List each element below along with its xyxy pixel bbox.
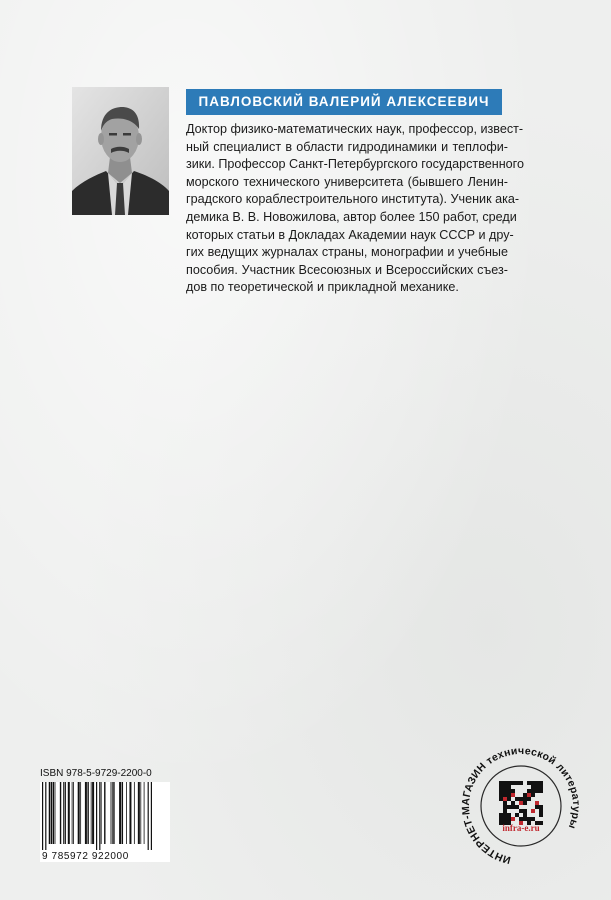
qr-cell bbox=[515, 813, 519, 817]
qr-cell bbox=[539, 785, 543, 789]
qr-cell bbox=[511, 793, 515, 797]
qr-cell bbox=[535, 805, 539, 809]
qr-cell bbox=[527, 797, 531, 801]
qr-cell bbox=[511, 789, 515, 793]
barcode-bar bbox=[42, 782, 43, 850]
qr-cell bbox=[539, 813, 543, 817]
barcode-bar bbox=[104, 782, 105, 844]
qr-cell bbox=[503, 781, 507, 785]
qr-cell bbox=[539, 781, 543, 785]
svg-text:ИНТЕРНЕТ-МАГАЗИН технической л bbox=[461, 745, 581, 866]
qr-cell bbox=[523, 809, 527, 813]
bio-line: пособия. Участник Всесоюзных и Всероссийских съез- bbox=[186, 262, 508, 277]
author-bio bbox=[186, 121, 524, 297]
barcode-bar bbox=[45, 782, 46, 850]
barcode-bar bbox=[140, 782, 141, 844]
qr-cell bbox=[499, 785, 503, 789]
bio-line: гих ведущих журналах страны, монографии и учебные bbox=[186, 245, 508, 260]
barcode-bar bbox=[119, 782, 121, 844]
shop-seal bbox=[461, 745, 581, 867]
qr-cell bbox=[511, 805, 515, 809]
qr-cell bbox=[531, 817, 535, 821]
qr-cell bbox=[523, 797, 527, 801]
qr-cell bbox=[531, 781, 535, 785]
qr-cell bbox=[515, 797, 519, 801]
barcode-bar bbox=[111, 782, 112, 844]
barcode-bar bbox=[134, 782, 135, 844]
barcode-bar bbox=[122, 782, 123, 844]
barcode-bar bbox=[126, 782, 127, 844]
barcode-bar bbox=[55, 782, 56, 844]
qr-cell bbox=[531, 785, 535, 789]
qr-cell bbox=[531, 793, 535, 797]
barcode-bar bbox=[80, 782, 81, 844]
bio-line: ный специалист в области гидродинамики и теплофи- bbox=[186, 139, 508, 154]
qr-cell bbox=[515, 805, 519, 809]
qr-cell bbox=[519, 809, 523, 813]
barcode-bar bbox=[91, 782, 92, 844]
barcode-bar bbox=[151, 782, 152, 850]
barcode-bar bbox=[144, 782, 145, 844]
qr-cell bbox=[519, 781, 523, 785]
bio-line: которых статьи в Докладах Академии наук СССР и дру- bbox=[186, 227, 514, 242]
qr-cell bbox=[535, 789, 539, 793]
qr-cell bbox=[507, 785, 511, 789]
qr-cell bbox=[523, 793, 527, 797]
qr-cell bbox=[507, 813, 511, 817]
qr-cell bbox=[503, 813, 507, 817]
qr-cell bbox=[527, 817, 531, 821]
qr-cell bbox=[503, 801, 507, 805]
qr-cell bbox=[507, 781, 511, 785]
qr-cell bbox=[499, 789, 503, 793]
shop-ring-text: ИНТЕРНЕТ-МАГАЗИН технической литературы bbox=[461, 745, 581, 866]
qr-cell bbox=[523, 801, 527, 805]
barcode-bar bbox=[53, 782, 54, 844]
bio-line: Доктор физико-математических наук, профессор, извест- bbox=[186, 122, 524, 136]
qr-cell bbox=[503, 793, 507, 797]
barcode-bar bbox=[73, 782, 74, 844]
bio-line: градского кораблестроительного института). Ученик ака- bbox=[186, 192, 520, 207]
qr-cell bbox=[523, 817, 527, 821]
isbn-label: ISBN 978-5-9729-2200-0 bbox=[40, 768, 152, 779]
qr-cell bbox=[503, 805, 507, 809]
qr-cell bbox=[507, 817, 511, 821]
qr-cell bbox=[503, 785, 507, 789]
qr-cell bbox=[523, 813, 527, 817]
bio-line: зики. Профессор Санкт-Петербургского государственного bbox=[186, 157, 524, 172]
qr-cell bbox=[519, 801, 523, 805]
qr-cell bbox=[503, 817, 507, 821]
author-photo bbox=[72, 87, 169, 215]
shop-site: infra-e.ru bbox=[502, 823, 540, 833]
bio-line: морского технического университета (бывшего Ленин- bbox=[186, 174, 508, 189]
qr-cell bbox=[515, 781, 519, 785]
qr-cell bbox=[499, 817, 503, 821]
qr-cell bbox=[503, 797, 507, 801]
barcode-bar bbox=[68, 782, 70, 844]
barcode-bar bbox=[129, 782, 131, 844]
qr-cell bbox=[511, 781, 515, 785]
barcode-bar bbox=[148, 782, 149, 850]
qr-cell bbox=[527, 781, 531, 785]
barcode-bar bbox=[60, 782, 61, 844]
qr-cell bbox=[527, 789, 531, 793]
qr-cell bbox=[499, 793, 503, 797]
barcode-icon bbox=[40, 782, 170, 852]
barcode-bar bbox=[96, 782, 97, 850]
qr-cell bbox=[531, 809, 535, 813]
qr-cell bbox=[499, 797, 503, 801]
qr-cell bbox=[503, 789, 507, 793]
qr-cell bbox=[519, 797, 523, 801]
barcode bbox=[40, 782, 170, 862]
qr-cell bbox=[527, 793, 531, 797]
qr-cell bbox=[535, 781, 539, 785]
qr-cell bbox=[511, 817, 515, 821]
qr-cell bbox=[507, 793, 511, 797]
barcode-bar bbox=[113, 782, 114, 844]
qr-cell bbox=[499, 813, 503, 817]
barcode-bar bbox=[92, 782, 94, 844]
shop-seal-icon bbox=[461, 745, 581, 867]
barcode-bar bbox=[51, 782, 52, 844]
barcode-bar bbox=[85, 782, 87, 844]
qr-cell bbox=[539, 789, 543, 793]
qr-cell bbox=[507, 789, 511, 793]
qr-cell bbox=[535, 801, 539, 805]
barcode-bar bbox=[101, 782, 102, 844]
qr-cell bbox=[503, 809, 507, 813]
qr-cell bbox=[499, 781, 503, 785]
barcode-digits: 9 785972 922000 bbox=[42, 851, 168, 862]
qr-cell bbox=[507, 805, 511, 809]
bio-line: дов по теоретической и прикладной механике. bbox=[186, 280, 459, 295]
barcode-bar bbox=[99, 782, 100, 850]
barcode-bar bbox=[65, 782, 66, 844]
qr-cell bbox=[539, 805, 543, 809]
barcode-bar bbox=[138, 782, 140, 844]
barcode-bar bbox=[72, 782, 73, 844]
barcode-bar bbox=[78, 782, 80, 844]
barcode-bar bbox=[49, 782, 50, 844]
barcode-bar bbox=[63, 782, 64, 844]
qr-cell bbox=[539, 809, 543, 813]
author-portrait-icon bbox=[72, 87, 169, 215]
author-name-banner: ПАВЛОВСКИЙ ВАЛЕРИЙ АЛЕКСЕЕВИЧ bbox=[186, 89, 502, 115]
barcode-bar bbox=[112, 782, 113, 844]
qr-cell bbox=[511, 801, 515, 805]
qr-cell bbox=[531, 789, 535, 793]
barcode-bar bbox=[87, 782, 88, 844]
bio-line: демика В. В. Новожилова, автор более 150 работ, среди bbox=[186, 209, 517, 224]
qr-cell bbox=[535, 785, 539, 789]
qr-cell bbox=[519, 817, 523, 821]
qr-cell bbox=[507, 797, 511, 801]
